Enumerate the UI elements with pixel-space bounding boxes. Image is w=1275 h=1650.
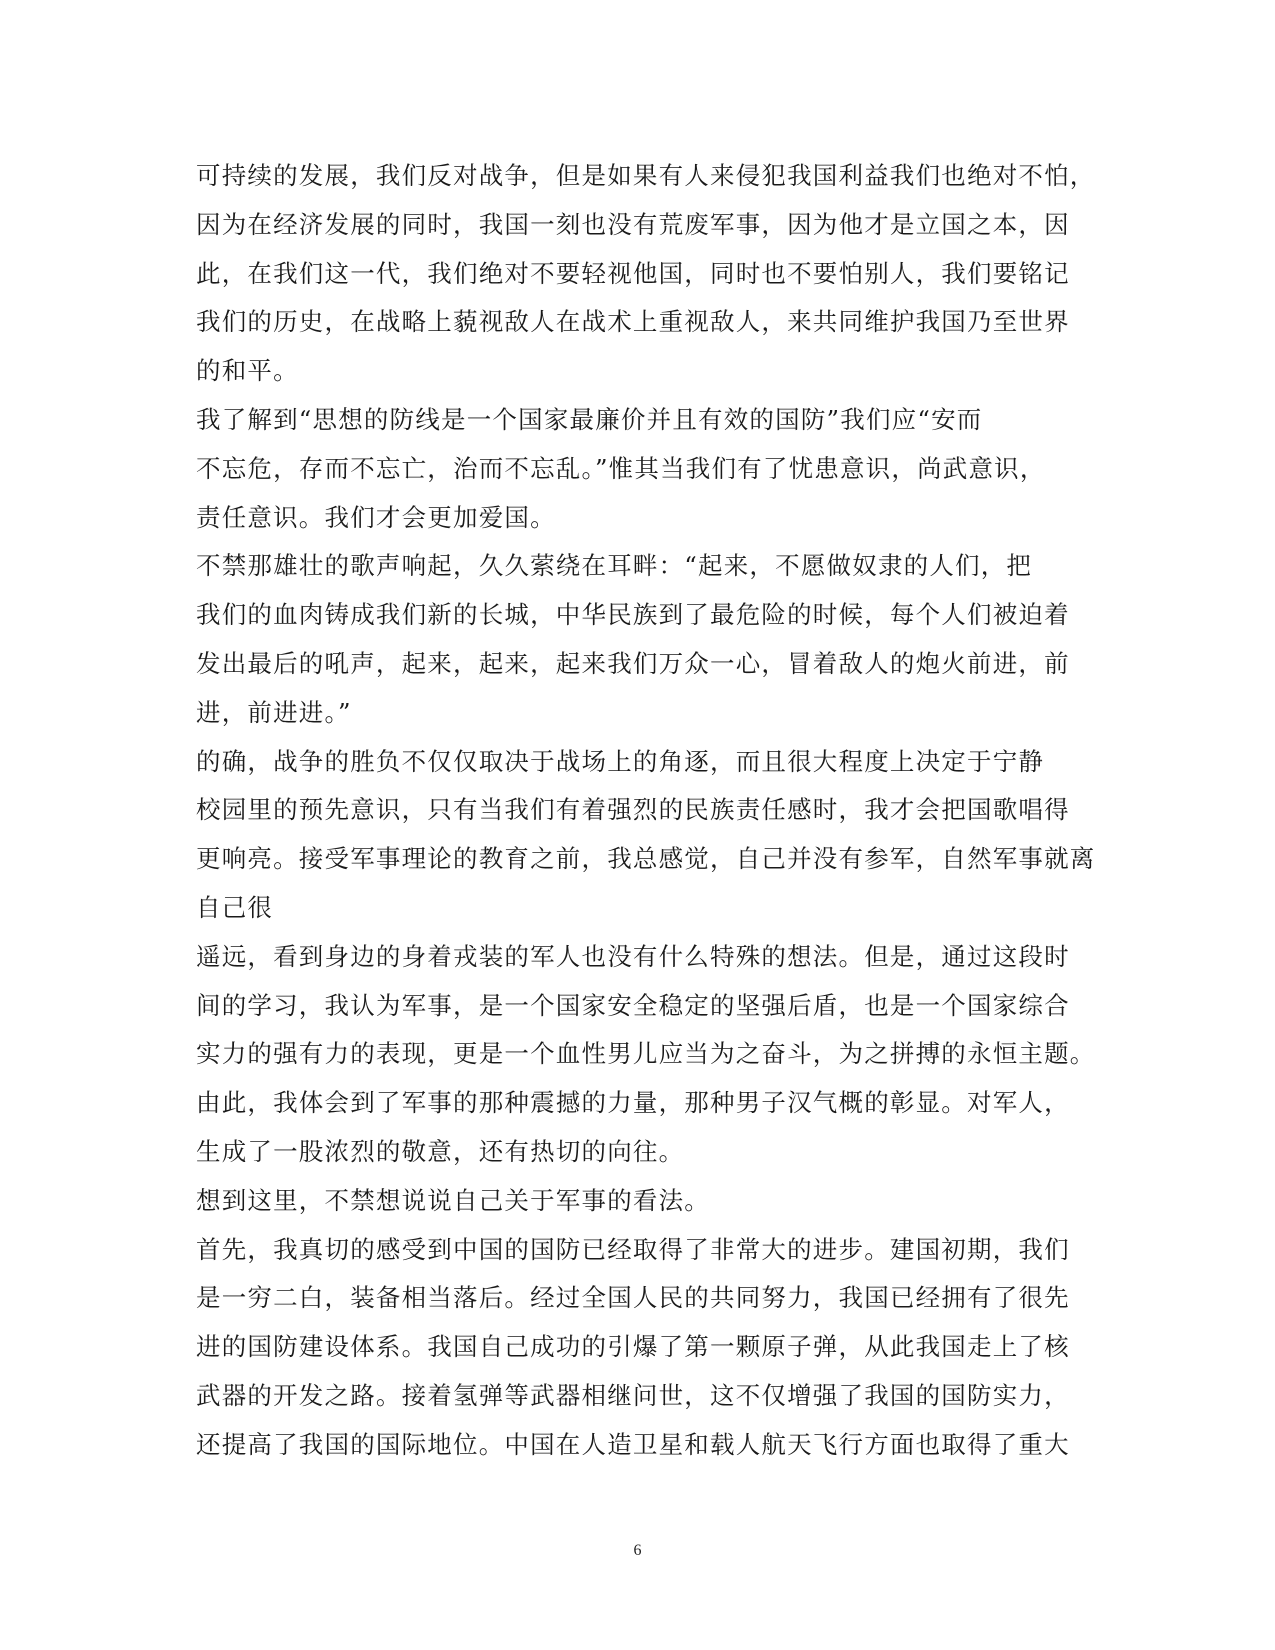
text-line: 责任意识。我们才会更加爱国。 <box>196 502 556 532</box>
text-line: 校园里的预先意识，只有当我们有着强烈的民族责任感时，我才会把国歌唱得 <box>196 795 1070 825</box>
text-line: 间的学习，我认为军事，是一个国家安全稳定的坚强后盾，也是一个国家综合 <box>196 990 1070 1020</box>
text-line: 遥远，看到身边的身着戎装的军人也没有什么特殊的想法。但是，通过这段时 <box>196 941 1070 971</box>
text-line: 实力的强有力的表现，更是一个血性男儿应当为之奋斗，为之拼搏的永恒主题。 <box>196 1039 1096 1069</box>
text-line: 进的国防建设体系。我国自己成功的引爆了第一颗原子弹，从此我国走上了核 <box>196 1332 1070 1362</box>
text-line: 生成了一股浓烈的敬意，还有热切的向往。 <box>196 1136 685 1166</box>
text-line: 不禁那雄壮的歌声响起，久久萦绕在耳畔：“起来，不愿做奴隶的人们，把 <box>196 551 1033 581</box>
text-line: 自己很 <box>196 892 274 922</box>
text-line: 发出最后的吼声，起来，起来，起来我们万众一心，冒着敌人的炮火前进，前 <box>196 648 1070 678</box>
text-line: 可持续的发展，我们反对战争，但是如果有人来侵犯我国利益我们也绝对不怕， <box>196 161 1096 190</box>
text-line: 武器的开发之路。接着氢弹等武器相继问世，这不仅增强了我国的国防实力， <box>196 1380 1070 1410</box>
text-line: 我们的血肉铸成我们新的长城，中华民族到了最危险的时候，每个人们被迫着 <box>196 600 1070 630</box>
text-line: 想到这里，不禁想说说自己关于军事的看法。 <box>196 1185 710 1215</box>
text-line: 的和平。 <box>196 356 299 386</box>
text-line: 由此，我体会到了军事的那种震撼的力量，那种男子汉气概的彰显。对军人， <box>196 1088 1070 1118</box>
body-text <box>196 152 1096 1470</box>
text-line: 首先，我真切的感受到中国的国防已经取得了非常大的进步。建国初期，我们 <box>196 1234 1070 1264</box>
page-number: 6 <box>633 1542 642 1559</box>
text-line: 因为在经济发展的同时，我国一刻也没有荒废军事，因为他才是立国之本，因 <box>196 209 1070 239</box>
text-line: 是一穷二白，装备相当落后。经过全国人民的共同努力，我国已经拥有了很先 <box>196 1283 1070 1313</box>
text-line: 的确，战争的胜负不仅仅取决于战场上的角逐，而且很大程度上决定于宁静 <box>196 746 1045 776</box>
text-line: 进，前进进。” <box>196 697 352 727</box>
text-line: 此，在我们这一代，我们绝对不要轻视他国，同时也不要怕别人，我们要铭记 <box>196 258 1070 288</box>
text-line: 我们的历史，在战略上藐视敌人在战术上重视敌人，来共同维护我国乃至世界 <box>196 307 1070 337</box>
text-line: 我了解到“思想的防线是一个国家最廉价并且有效的国防”我们应“安而 <box>196 404 983 434</box>
text-line: 不忘危，存而不忘亡，治而不忘乱。”惟其当我们有了忧患意识，尚武意识， <box>196 453 1046 483</box>
text-line: 更响亮。接受军事理论的教育之前，我总感觉，自己并没有参军，自然军事就离 <box>196 844 1096 874</box>
text-line: 还提高了我国的国际地位。中国在人造卫星和载人航天飞行方面也取得了重大 <box>196 1429 1070 1459</box>
